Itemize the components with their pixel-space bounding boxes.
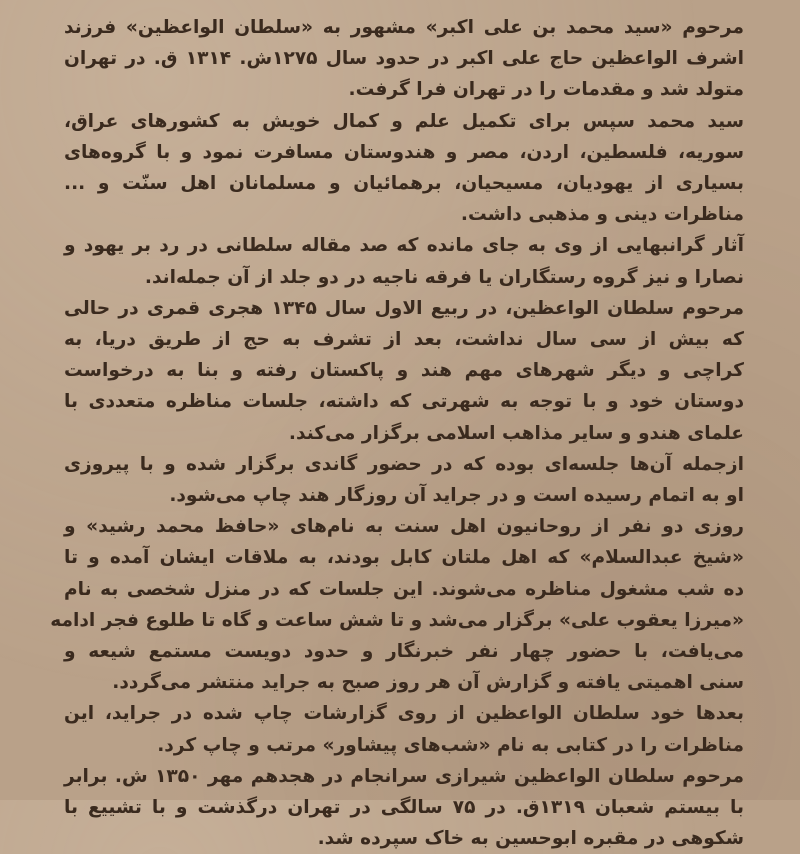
paragraph-7 [64, 698, 744, 760]
text-line: که بیش از سی سال نداشت، بعد از تشرف به حج از طریق دریا، به [64, 329, 744, 351]
text-line: نصارا و نیز گروه رستگاران یا فرقه ناجیه در دو جلد از آن جمله‌اند. [144, 266, 744, 288]
text-line: مناظرات را در کتابی به نام «شب‌های پیشاور» مرتب و چاپ کرد. [157, 734, 744, 756]
text-line: مناظرات دینی و مذهبی داشت. [460, 204, 744, 226]
text-line: بعدها خود سلطان الواعظین از روی گزارشات چاپ شده در جراید، این [64, 703, 744, 725]
text-line: متولد شد و مقدمات را در تهران فرا گرفت. [348, 79, 744, 101]
text-line: او به اتمام رسیده است و در جراید آن روزگار هند چاپ می‌شود. [169, 485, 744, 507]
text-line: مرحوم سلطان الواعظین، در ربیع الاول سال ۱۳۴۵ هجری قمری در حالی [64, 297, 744, 319]
text-line: آثار گرانبهایی از وی به جای مانده که صد مقاله سلطانی در رد بر یهود و [64, 235, 744, 257]
paragraph-2 [64, 106, 744, 231]
text-line: سوریه، فلسطین، اردن، مصر و هندوستان مسافرت نمود و با گروه‌های [64, 141, 744, 163]
text-line: می‌یافت، با حضور چهار نفر خبرنگار و حدود دویست مستمع شیعه و [64, 641, 744, 663]
paragraph-1 [64, 12, 744, 106]
text-line: دوستان خود و با توجه به شهرتی که داشته، جلسات مناظره متعددی با [64, 391, 744, 413]
text-line: مرحوم سلطان الواعظین شیرازی سرانجام در هجدهم مهر ۱۳۵۰ ش. برابر [64, 765, 745, 787]
paragraph-8 [64, 761, 744, 854]
text-line: سنی اهمیتی یافته و گزارش آن هر روز صبح به جراید منتشر می‌گردد. [112, 672, 744, 694]
body-text [50, 12, 745, 854]
text-line: شکوهی در مقبره ابوحسین به خاک سپرده شد. [317, 828, 744, 850]
text-line: «شیخ عبدالسلام» که اهل ملتان کابل بودند، به ملاقات ایشان آمده و تا [64, 547, 744, 569]
text-line: اشرف الواعظین حاج علی اکبر در حدود سال ۱۲۷۵ش. ۱۳۱۴ ق. در تهران [64, 48, 745, 70]
text-line: ده شب مشغول مناظره می‌شوند. این جلسات که در منزل شخصی به نام [64, 578, 744, 600]
text-line: ازجمله آن‌ها جلسه‌ای بوده که در حضور گاندی برگزار شده و با پیروزی [64, 453, 744, 475]
text-line: بسیاری از یهودیان، مسیحیان، برهمائیان و مسلمانان اهل سنّت و ... [64, 173, 744, 195]
text-line: روزی دو نفر از روحانیون اهل سنت به نام‌های «حافظ محمد رشید» و [64, 516, 744, 538]
text-line: علمای هندو و سایر مذاهب اسلامی برگزار می‌کند. [288, 422, 744, 444]
text-line: مرحوم «سید محمد بن علی اکبر» مشهور به «سلطان الواعظین» فرزند [64, 17, 744, 38]
paragraph-5 [64, 449, 744, 511]
text-line: سید محمد سپس برای تکمیل علم و کمال خویش به کشورهای عراق، [64, 110, 744, 132]
paragraph-3 [64, 230, 744, 292]
text-line: با بیستم شعبان ۱۳۱۹ق. در ۷۵ سالگی در تهران درگذشت و با تشییع با [64, 797, 744, 819]
text-line: «میرزا یعقوب علی» برگزار می‌شد و تا شش ساعت و گاه تا طلوع فجر ادامه [50, 609, 744, 631]
paragraph-4 [64, 293, 744, 449]
paragraph-6 [50, 511, 744, 698]
text-line: کراچی و دیگر شهرهای مهم هند و پاکستان رفته و بنا به درخواست [64, 360, 744, 382]
